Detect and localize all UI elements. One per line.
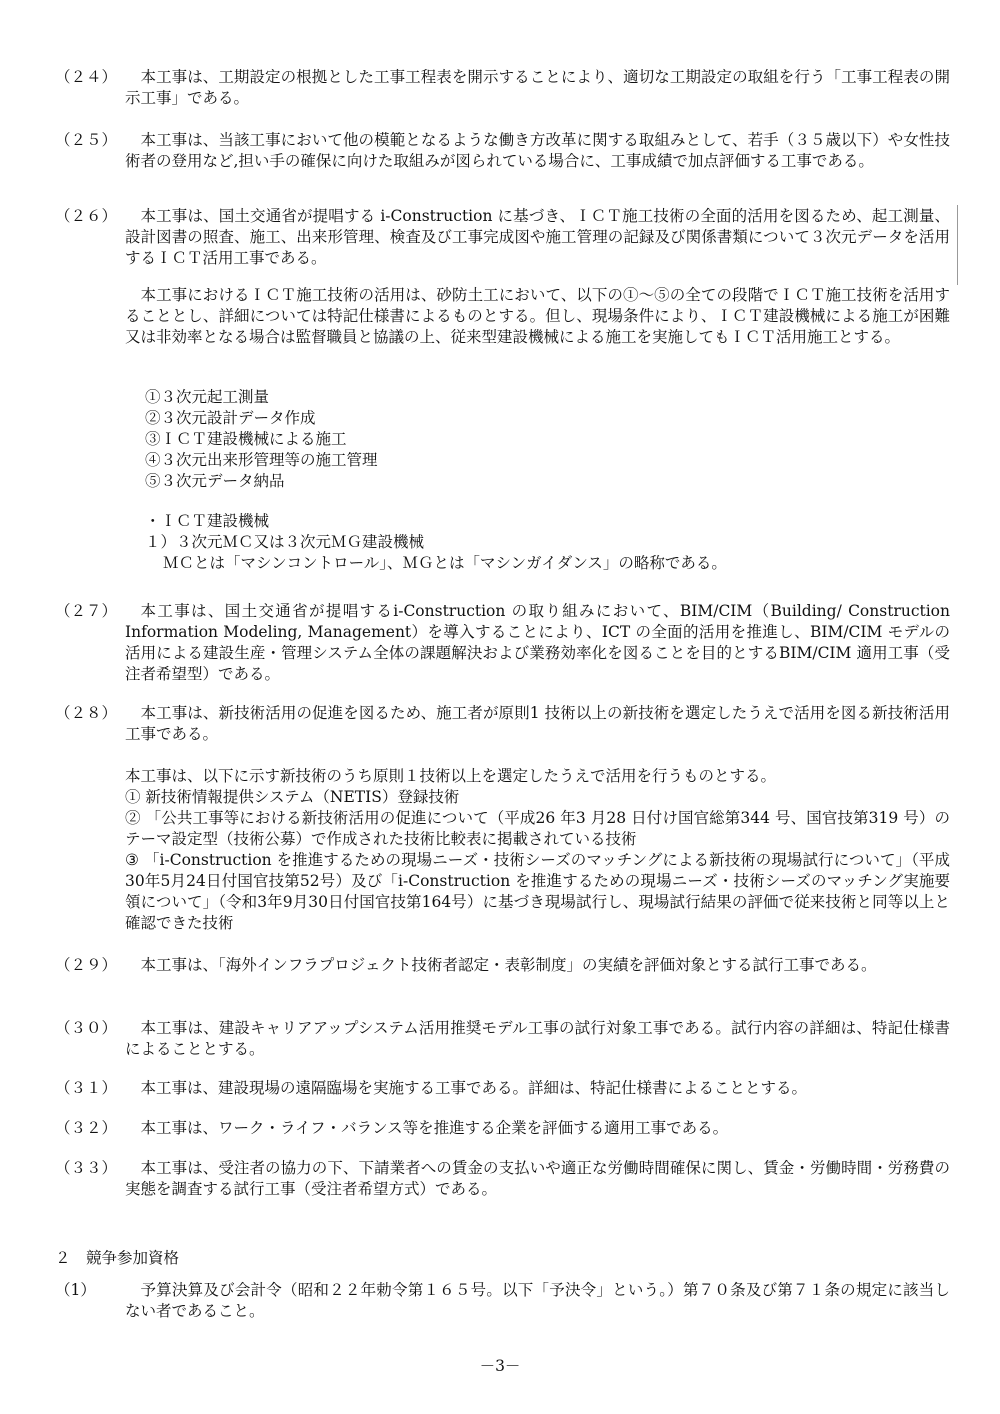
newtech-item: ③ 「i-Construction を推進するための現場ニーズ・技術シーズのマッチングによる新技術の現場試行について」（平成30年5月24日付国官技第52号）及び「i-Construction を推進するための現場ニーズ・技術シーズのマッチング実施要領について」（令和3年9月30日付国官技第164号）に基づき現場試行し、現場試行結果の評価で従来技術と同等以上と確認できた技術 bbox=[125, 851, 950, 932]
newtech-item: ① 新技術情報提供システム（NETIS）登録技術 bbox=[125, 788, 460, 806]
newtech-block bbox=[125, 766, 950, 934]
ict-step: ④３次元出来形管理等の施工管理 bbox=[145, 451, 378, 469]
clause-29 bbox=[55, 955, 950, 976]
clause-32 bbox=[55, 1118, 950, 1139]
page-number: －3－ bbox=[479, 1357, 521, 1375]
clause-31 bbox=[55, 1078, 950, 1099]
clause-number: （３２） bbox=[55, 1119, 118, 1137]
clause-28 bbox=[55, 703, 950, 745]
clause-text: 本工事は、国土交通省が提唱する i-Construction に基づき、ＩＣＴ施工技術の全面的活用を図るため、起工測量、設計図書の照査、施工、出来形管理、検査及び工事完成図や施工管理の記録及び関係書類について３次元データを活用するＩＣＴ活用工事である。 bbox=[125, 207, 950, 267]
ict-steps-list bbox=[145, 387, 935, 492]
clause-text: 本工事は、「海外インフラプロジェクト技術者認定・表彰制度」の実績を評価対象とする試行工事である。 bbox=[140, 956, 877, 974]
clause-2-1 bbox=[55, 1280, 950, 1322]
ict-step: ⑤３次元データ納品 bbox=[145, 472, 285, 490]
ict-step: ②３次元設計データ作成 bbox=[145, 409, 316, 427]
ict-step: ③ＩＣＴ建設機械による施工 bbox=[145, 430, 347, 448]
clause-number: （２６） bbox=[55, 207, 118, 225]
newtech-intro: 本工事は、以下に示す新技術のうち原則１技術以上を選定したうえで活用を行うものとする。 bbox=[125, 767, 777, 785]
ict-step: ①３次元起工測量 bbox=[145, 388, 270, 406]
clause-number: （２５） bbox=[55, 131, 118, 149]
machine-note: ＭＣとは「マシンコントロール」、ＭＧとは「マシンガイダンス」の略称である。 bbox=[163, 554, 727, 572]
machine-item: １）３次元ＭＣ又は３次元ＭＧ建設機械 bbox=[145, 533, 425, 551]
machine-title: ・ＩＣＴ建設機械 bbox=[145, 512, 270, 530]
clause-number: （３０） bbox=[55, 1019, 118, 1037]
clause-text: 本工事は、建設現場の遠隔臨場を実施する工事である。詳細は、特記仕様書によることとする。 bbox=[140, 1079, 808, 1097]
clause-text: 本工事は、工期設定の根拠とした工事工程表を開示することにより、適切な工期設定の取組を行う「工事工程表の開示工事」である。 bbox=[125, 68, 950, 107]
ict-paragraph: 本工事におけるＩＣＴ施工技術の活用は、砂防土工において、以下の①～⑤の全ての段階でＩＣＴ施工技術を活用することとし、詳細については特記仕様書によるものとする。但し、現場条件により、ＩＣＴ建設機械による施工が困難又は非効率となる場合は監督職員と協議の上、従来型建設機械による施工を実施してもＩＣＴ活用施工とする。 bbox=[125, 286, 950, 346]
clause-27 bbox=[55, 601, 950, 685]
margin-bar bbox=[957, 205, 958, 285]
ict-machine-block bbox=[145, 511, 935, 574]
clause-number: （３３） bbox=[55, 1159, 118, 1177]
clause-text: 本工事は、当該工事において他の模範となるような働き方改革に関する取組みとして、若手（３５歳以下）や女性技術者の登用など,担い手の確保に向けた取組みが図られている場合に、工事成績で加点評価する工事である。 bbox=[125, 131, 950, 170]
clause-text: 本工事は、建設キャリアアップシステム活用推奨モデル工事の試行対象工事である。試行内容の詳細は、特記仕様書によることとする。 bbox=[125, 1019, 950, 1058]
clause-text: 本工事は、ワーク・ライフ・バランス等を推進する企業を評価する適用工事である。 bbox=[140, 1119, 729, 1137]
clause-25 bbox=[55, 130, 950, 172]
clause-number: （1） bbox=[55, 1281, 96, 1299]
clause-26 bbox=[55, 206, 950, 269]
clause-number: （３１） bbox=[55, 1079, 118, 1097]
clause-number: （２７） bbox=[55, 602, 118, 620]
clause-text: 本工事は、受注者の協力の下、下請業者への賃金の支払いや適正な労働時間確保に関し、賃金・労働時間・労務費の実態を調査する試行工事（受注者希望方式）である。 bbox=[125, 1159, 950, 1198]
clause-30 bbox=[55, 1018, 950, 1060]
clause-text: 予算決算及び会計令（昭和２２年勅令第１６５号。以下「予決令」という。）第７０条及び第７１条の規定に該当しない者であること。 bbox=[125, 1281, 950, 1320]
clause-33 bbox=[55, 1158, 950, 1200]
section-heading: ２ 競争参加資格 bbox=[55, 1249, 180, 1267]
clause-24 bbox=[55, 67, 950, 109]
newtech-item: ② 「公共工事等における新技術活用の促進について（平成26 年3 月28 日付け国官総第344 号、国官技第319 号）のテーマ設定型（技術公募）で作成された技術比較表に掲載されている技術 bbox=[125, 809, 950, 848]
clause-number: （２８） bbox=[55, 704, 118, 722]
clause-number: （２９） bbox=[55, 956, 118, 974]
clause-number: （２４） bbox=[55, 68, 118, 86]
clause-text: 本工事は、国土交通省が提唱するi-Construction の取り組みにおいて、BIM/CIM（Building/ Construction Information Modeling, Management）を導入することにより、ICT の全面的活用を推進し、BIM/CIM モデルの活用による建設生産・管理システム全体の課題解決および業務効率化を図ることを目的とするBIM/CIM 適用工事（受注者希望型）である。 bbox=[125, 602, 950, 683]
clause-text: 本工事は、新技術活用の促進を図るため、施工者が原則1 技術以上の新技術を選定したうえで活用を図る新技術活用工事である。 bbox=[125, 704, 950, 743]
